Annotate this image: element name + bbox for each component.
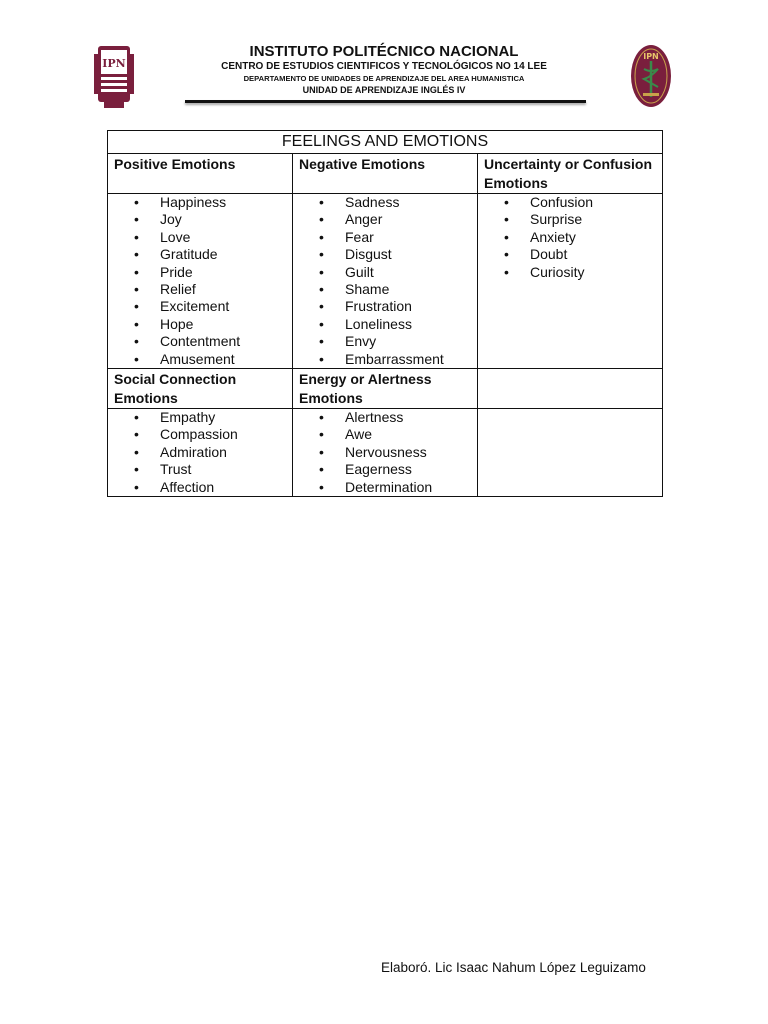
header-divider [185, 100, 586, 103]
emotion-list-item: • Determination [319, 479, 477, 496]
emotion-list-item: • Fear [319, 229, 477, 246]
cecyt-logo [629, 43, 673, 109]
emotion-list-item: • Embarrassment [319, 351, 477, 368]
emotion-list-item: • Gratitude [134, 246, 292, 263]
emotion-list-item: • Surprise [504, 211, 662, 228]
emotion-list-item: • Guilt [319, 264, 477, 281]
emotion-list-item: • Compassion [134, 426, 292, 443]
emotion-list-item: • Relief [134, 281, 292, 298]
negative-emotions-list [293, 194, 477, 368]
social-connection-emotions-cell [108, 409, 293, 497]
energy-alertness-emotions-cell [293, 409, 478, 497]
emotion-list-item: • Anxiety [504, 229, 662, 246]
header-social-connection-emotions: Social Connection Emotions [108, 369, 293, 409]
header-negative-emotions: Negative Emotions [293, 154, 478, 194]
emotions-table [107, 130, 663, 497]
emotion-list-item: • Alertness [319, 409, 477, 426]
social-connection-emotions-list [108, 409, 292, 496]
emotion-list-item: • Excitement [134, 298, 292, 315]
author-credit: Elaboró. Lic Isaac Nahum López Leguizamo [381, 960, 646, 975]
emotion-list-item: • Frustration [319, 298, 477, 315]
emotion-list-item: • Shame [319, 281, 477, 298]
uncertainty-emotions-list [478, 194, 662, 281]
cecyt-logo-text: IPN [643, 52, 659, 61]
emotion-list-item: • Contentment [134, 333, 292, 350]
emotion-list-item: • Joy [134, 211, 292, 228]
emotion-list-item: • Awe [319, 426, 477, 443]
emotion-list-item: • Hope [134, 316, 292, 333]
positive-emotions-cell [108, 194, 293, 369]
emotion-list-item: • Pride [134, 264, 292, 281]
emotion-list-item: • Eagerness [319, 461, 477, 478]
emotion-list-item: • Curiosity [504, 264, 662, 281]
emotion-list-item: • Loneliness [319, 316, 477, 333]
emotion-list-item: • Affection [134, 479, 292, 496]
emotion-list-item: • Nervousness [319, 444, 477, 461]
emotion-list-item: • Empathy [134, 409, 292, 426]
emotion-list-item: • Trust [134, 461, 292, 478]
positive-emotions-list [108, 194, 292, 368]
institution-name: INSTITUTO POLITÉCNICO NACIONAL [249, 43, 519, 60]
uncertainty-emotions-cell [478, 194, 663, 369]
emotion-list-item: • Confusion [504, 194, 662, 211]
center-name: CENTRO DE ESTUDIOS CIENTIFICOS Y TECNOLÓGICOS NO 14 LEE [221, 61, 547, 72]
emotion-list-item: • Amusement [134, 351, 292, 368]
document-header [180, 44, 588, 95]
header-positive-emotions: Positive Emotions [108, 154, 293, 194]
emotion-list-item: • Sadness [319, 194, 477, 211]
emotion-list-item: • Love [134, 229, 292, 246]
emotion-list-item: • Happiness [134, 194, 292, 211]
ipn-logo [92, 44, 136, 110]
empty-list-cell [478, 409, 663, 497]
emotion-list-item: • Disgust [319, 246, 477, 263]
emotion-list-item: • Admiration [134, 444, 292, 461]
table-title: FEELINGS AND EMOTIONS [108, 131, 663, 154]
department-name: DEPARTAMENTO DE UNIDADES DE APRENDIZAJE DEL AREA HUMANISTICA [243, 74, 525, 83]
negative-emotions-cell [293, 194, 478, 369]
emotion-list-item: • Anger [319, 211, 477, 228]
header-empty-cell [478, 369, 663, 409]
ipn-logo-text: IPN [102, 57, 126, 70]
unit-name: UNIDAD DE APRENDIZAJE INGLÉS IV [302, 84, 466, 95]
emotion-list-item: • Doubt [504, 246, 662, 263]
energy-alertness-emotions-list [293, 409, 477, 496]
header-energy-alertness-emotions: Energy or Alertness Emotions [293, 369, 478, 409]
emotion-list-item: • Envy [319, 333, 477, 350]
header-uncertainty-emotions: Uncertainty or Confusion Emotions [478, 154, 663, 194]
